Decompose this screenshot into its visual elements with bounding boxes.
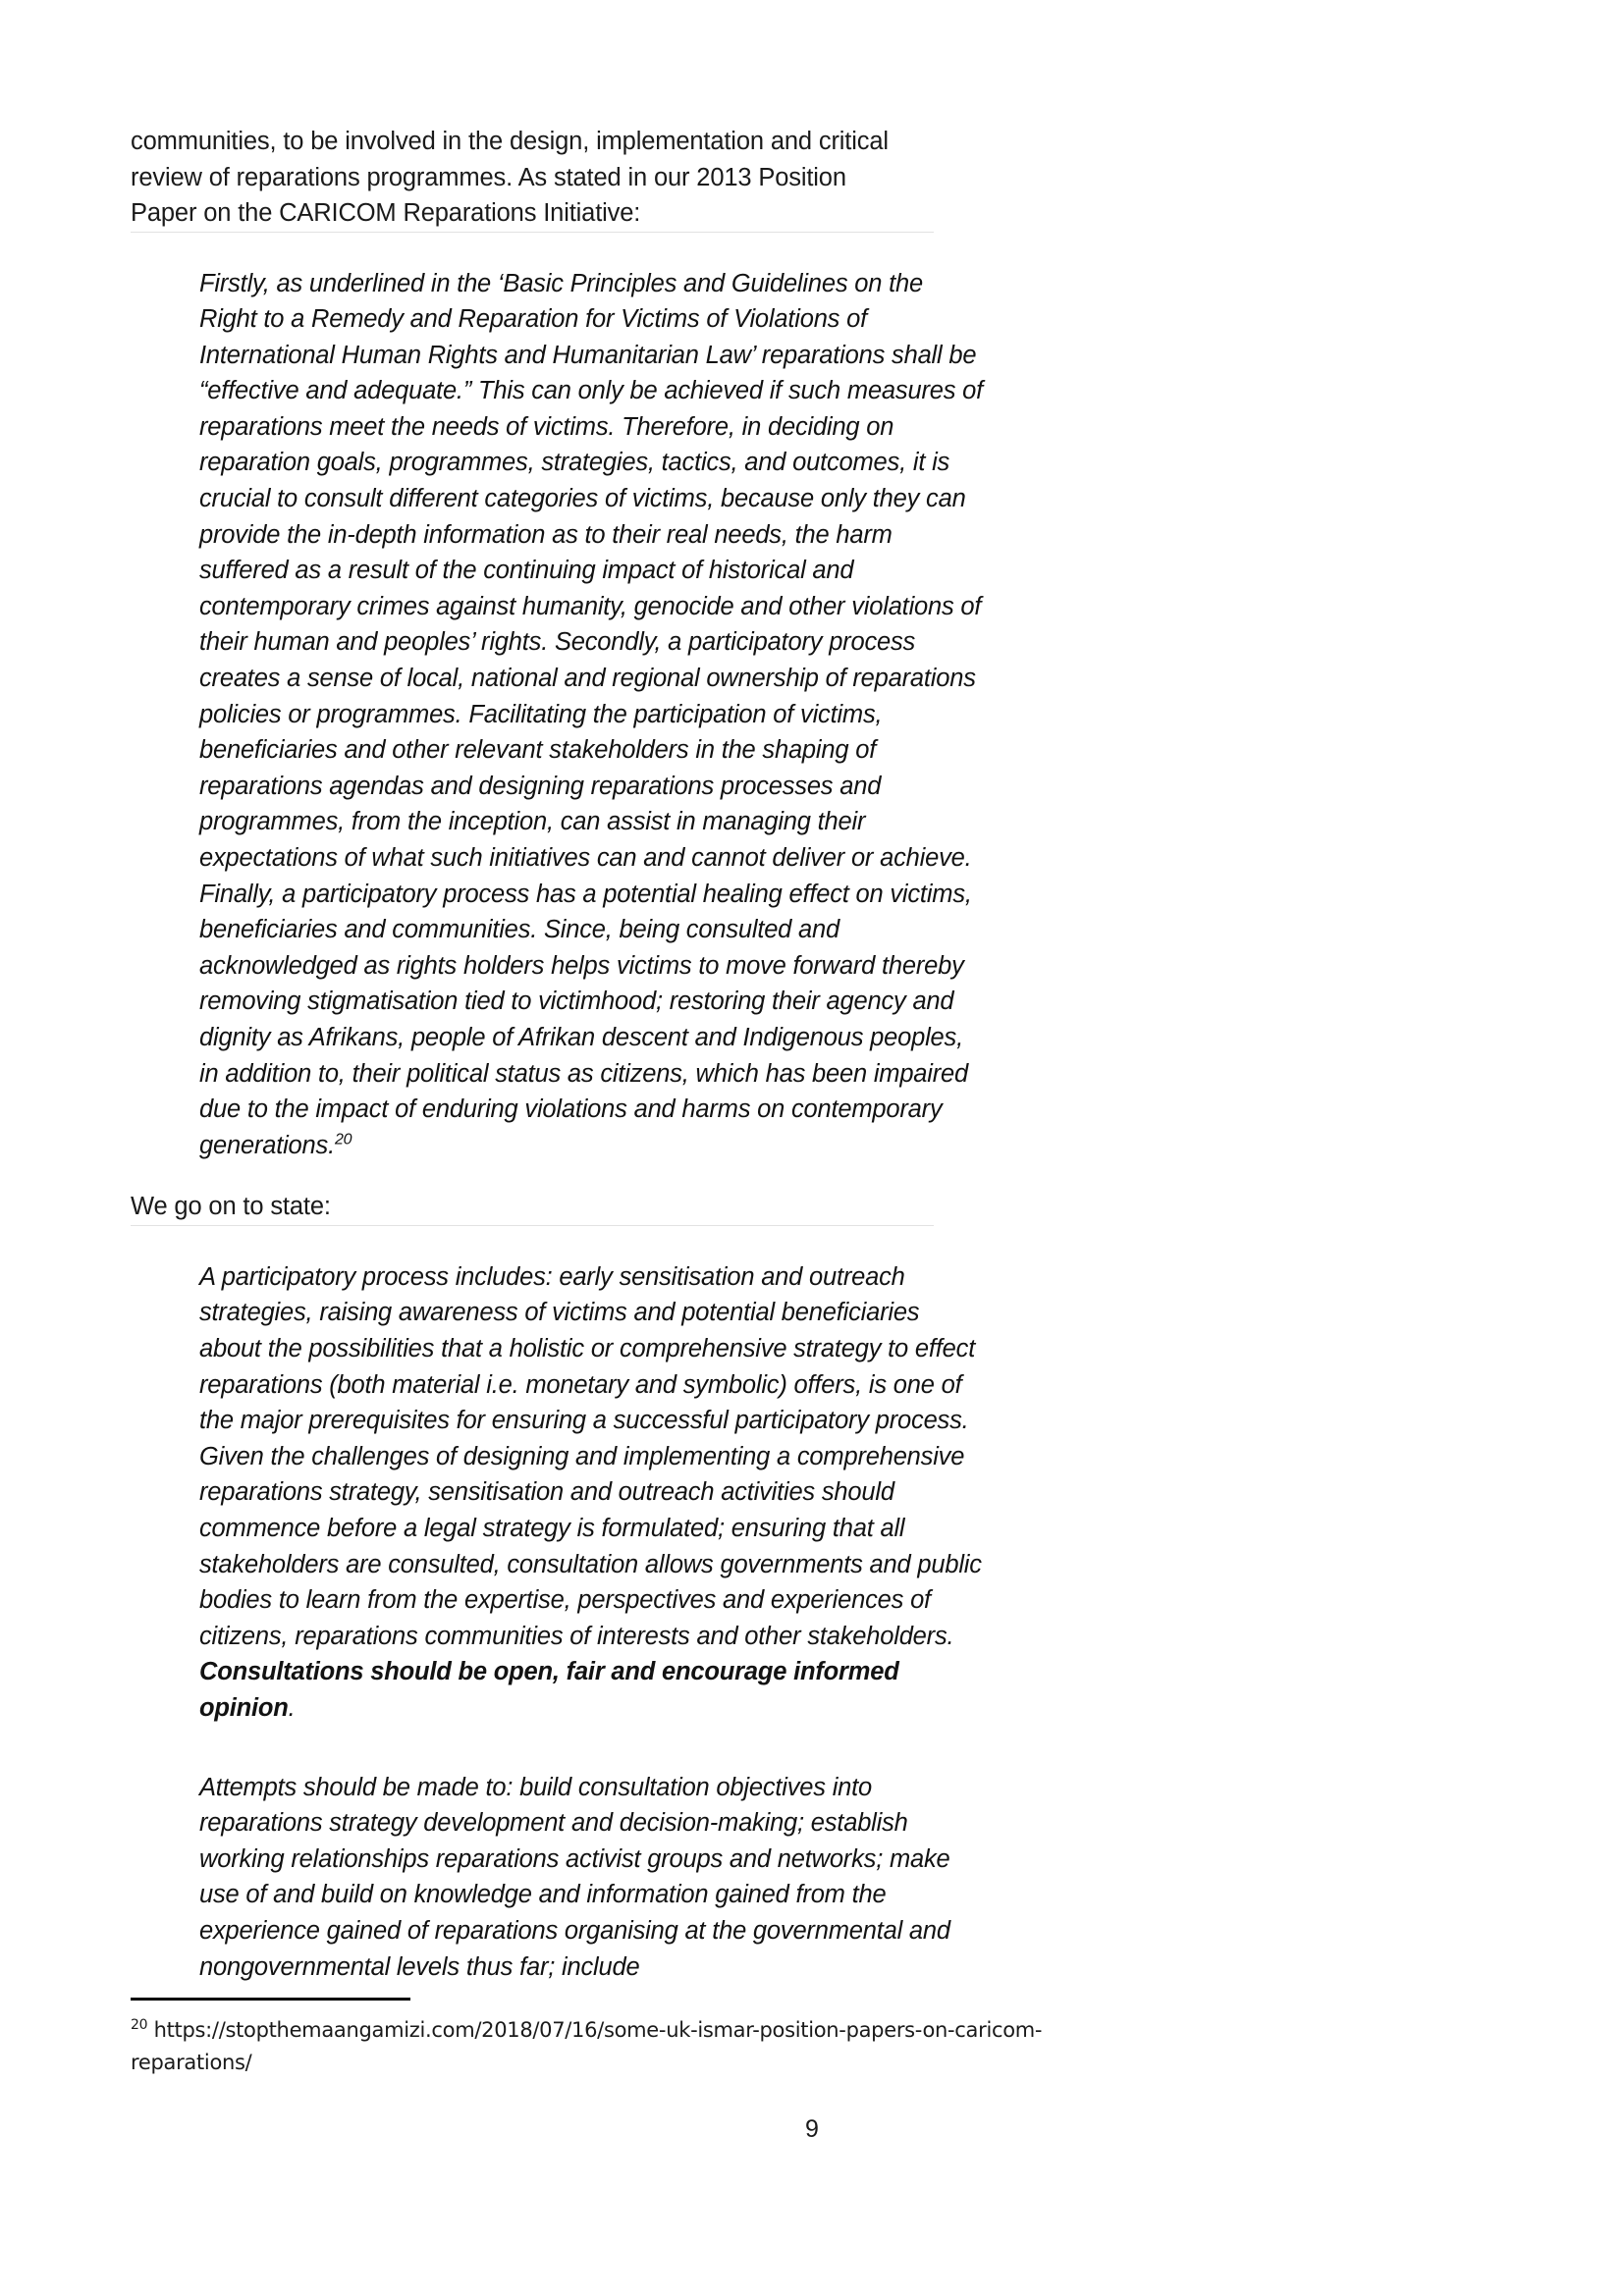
blockquote-second-text-part-one: A participatory process includes: early sensitisation and outreach strategies, raising awareness of victims and potential beneficiaries about the possibilities that a holistic or comprehensive strategy to effect reparations (both material i.e. monetary and symbolic) offers, is one of the major prerequisites for ensuring a successful participatory process. Given the challenges of designing and implementing a comprehensive reparations strategy, sensitisation and outreach activities should commence before a legal strategy is formulated; ensuring that all stakeholders are consulted, consultation allows governments and public bodies to learn from the expertise, perspectives and experiences of citizens, reparations communities of interests and other stakeholders. [199, 1262, 982, 1650]
blockquote-second-text-part-two: . [288, 1693, 296, 1722]
footnote-area [131, 1998, 1495, 2079]
spacer [131, 233, 1495, 266]
spacer [131, 1727, 1495, 1770]
blockquote-second [131, 1259, 985, 1727]
footnote-entry [131, 2014, 1112, 2079]
page-number: 9 [805, 2115, 819, 2143]
footnote-separator-rule [131, 1998, 410, 2001]
spacer [131, 1163, 1495, 1189]
page-content [131, 124, 1495, 1985]
blockquote-second-emphasis: Consultations should be open, fair and encourage informed opinion [199, 1658, 899, 1722]
blockquote-first-text: Firstly, as underlined in the ‘Basic Principles and Guidelines on the Right to a Remedy and Reparation for Victims of Violations of International Human Rights and Humanitarian Law’ reparations shall be “effective and adequate.” This can only be achieved if such measures of reparations meet the needs of victims. Therefore, in deciding on reparation goals, programmes, strategies, tactics, and outcomes, it is crucial to consult different categories of victims, because only they can provide the in-depth information as to their real needs, the harm suffered as a result of the continuing impact of historical and contemporary crimes against humanity, genocide and other violations of their human and peoples’ rights. Secondly, a participatory process creates a sense of local, national and regional ownership of reparations policies or programmes. Facilitating the participation of victims, beneficiaries and other relevant stakeholders in the shaping of reparations agendas and designing reparations processes and programmes, from the inception, can assist in managing their expectations of what such initiatives can and cannot deliver or achieve. Finally, a participatory process has a potential healing effect on victims, beneficiaries and communities. Since, being consulted and acknowledged as rights holders helps victims to move forward thereby removing stigmatisation tied to victimhood; restoring their agency and dignity as Afrikans, people of Afrikan descent and Indigenous peoples, in addition to, their political status as citizens, which has been impaired due to the impact of enduring violations and harms on contemporary generations. [199, 269, 984, 1159]
intro-paragraph: communities, to be involved in the design, implementation and critical review of reparations programmes. As stated in our 2013 Position Paper on the CARICOM Reparations Initiative: [131, 128, 889, 227]
footnote-number: 20 [131, 2016, 148, 2033]
lead-in-we-go-on-to-state: We go on to state: [131, 1193, 331, 1221]
blockquote-third: Attempts should be made to: build consultation objectives into reparations strategy development and decision-making; establish working relationships reparations activist groups and networks; make use of and build on knowledge and information gained from the experience gained of reparations organising at the governmental and nongovernmental levels thus far; include [199, 1773, 950, 1981]
footnote-reference-20: 20 [334, 1131, 352, 1148]
blockquote-first [131, 266, 985, 1164]
footnote-url: https://stopthemaangamizi.com/2018/07/16/some-uk-ismar-position-papers-on-caricom-reparations/ [131, 2017, 1043, 2074]
spacer [131, 1226, 1495, 1259]
